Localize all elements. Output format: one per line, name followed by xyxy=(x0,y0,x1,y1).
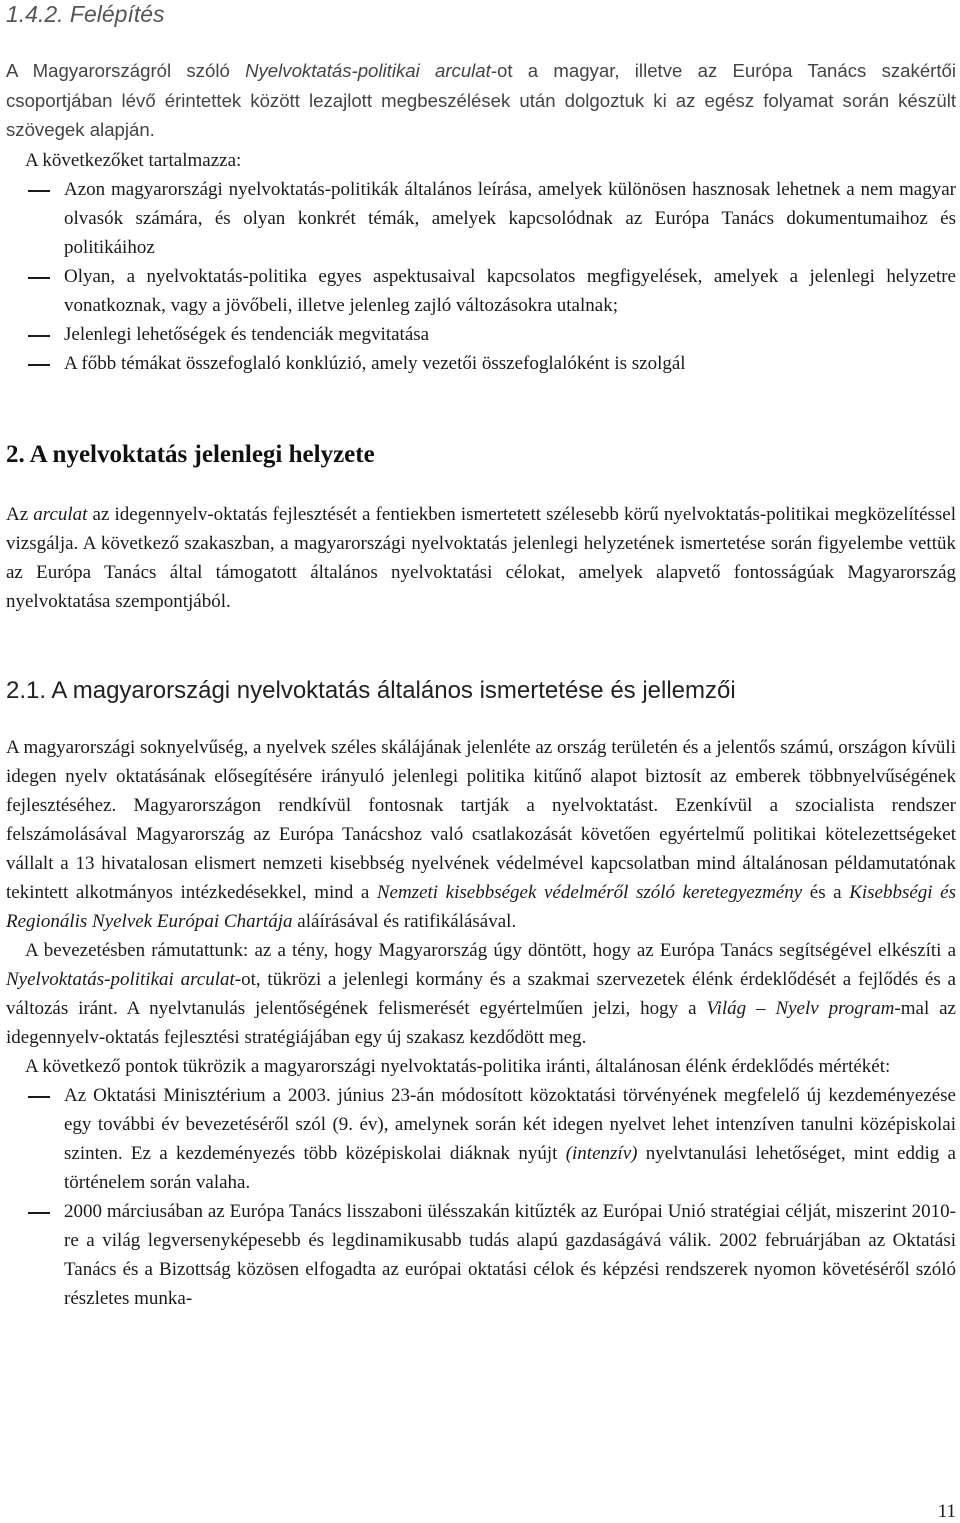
paragraph-introduction-reference: A bevezetésben rámutattunk: az a tény, hogy Magyarország úgy döntött, hogy az Európa Tanács segítségével elkészíti a Nyelvoktatás-politikai arculat-ot, tükrözi a jelenlegi kormány és a szakmai szervezetek élénk érdeklődését a fejlődés és a változás iránt. A nyelvtanulás jelentőségének felismerését egyértelműen jelzi, hogy a Világ – Nyelv program-mal az idegennyelv-oktatás fejlesztési stratégiájában egy új szakasz kezdődött meg. xyxy=(6,940,956,1048)
list-item: A főbb témákat összefoglaló konklúzió, amely vezetői összefoglalóként is szolgál xyxy=(64,353,686,374)
paragraph-intro: A Magyarországról szóló Nyelvoktatás-politikai arculat-ot a magyar, illetve az Európa Tanács szakértői csoportjában lévő érintettek között lezajlott megbeszélések után dolgoztuk ki az egész folyamat során készült szövegek alapján. xyxy=(6,60,956,140)
section-1-4-2-contents xyxy=(6,146,956,378)
section-heading-2-1: 2.1. A magyarországi nyelvoktatás általános ismertetése és jellemzői xyxy=(6,677,736,704)
paragraph-points-lead: A következő pontok tükrözik a magyarországi nyelvoktatás-politika iránti, általánosan élénk érdeklődés mértékét: xyxy=(25,1056,891,1077)
section-2-1-body xyxy=(6,733,956,1313)
paragraph-contents-lead: A következőket tartalmazza: xyxy=(25,150,242,171)
section-heading-2: 2. A nyelvoktatás jelenlegi helyzete xyxy=(6,441,375,468)
section-2-body xyxy=(6,500,956,616)
contents-list xyxy=(6,175,956,378)
list-item: 2000 márciusában az Európa Tanács lisszaboni ülésszakán kitűzték az Európai Unió stratégiai célját, miszerint 2010-re a világ legversenyképesebb és legdinamikusabb tudás alapú gazdaságává válik. 2002 februárjában az Oktatási Tanács és a Bizottság közösen elfogadta az európai oktatási célok és képzési rendszerek nyomon követéséről szóló részletes munka- xyxy=(64,1201,956,1309)
paragraph-section-2: Az arculat az idegennyelv-oktatás fejlesztését a fentiekben ismertetett szélesebb körű nyelvoktatás-politikai megközelítéssel vizsgálja. A következő szakaszban, a magyarországi nyelvoktatás jelenlegi helyzetének ismertetése során figyelembe vettük az Európa Tanács által támogatott általános nyelvoktatási célokat, amelyek alapvető fontosságúak Magyarország nyelvoktatása szempontjából. xyxy=(6,504,957,612)
document-title-italic: Nyelvoktatás-politikai arculat xyxy=(245,60,491,81)
paragraph-multilingualism: A magyarországi soknyelvűség, a nyelvek széles skálájának jelenléte az ország területén és a jelentős számú, országon kívüli idegen nyelv oktatásának elősegítésére irányuló jelenlegi politika kitűnő alapot biztosít az emberek többnyelvűségének fejlesztéséhez. Magyarországon rendkívül fontosnak tartják a nyelvoktatást. Ezenkívül a szocialista rendszer felszámolásával Magyarország az Európa Tanácshoz való csatlakozását követően egyértelmű politikai kötelezettségeket vállalt a 13 hivatalosan elismert nemzeti kisebbség nyelvének védelmével kapcsolatban mind általánosan példamutatónak tekintett alkotmányos intézkedésekkel, mind a Nemzeti kisebbségek védelméről szóló keretegyezmény és a Kisebbségi és Regionális Nyelvek Európai Chartája aláírásával és ratifikálásával. xyxy=(6,737,957,932)
section-1-4-2-body xyxy=(6,56,956,145)
list-item: Jelenlegi lehetőségek és tendenciák megvitatása xyxy=(64,324,430,345)
section-heading-1-4-2: 1.4.2. Felépítés xyxy=(6,1,165,27)
page-number: 11 xyxy=(937,1501,956,1522)
points-list xyxy=(6,1081,956,1313)
list-item: Azon magyarországi nyelvoktatás-politikák általános leírása, amelyek különösen hasznosak lehetnek a nem magyar olvasók számára, és olyan konkrét témák, amelyek kapcsolódnak az Európa Tanács dokumentumaihoz és politikáihoz xyxy=(64,179,956,258)
list-item: Az Oktatási Minisztérium a 2003. június 23-án módosított közoktatási törvényének megfelelő új kezdeményezése egy további év bevezetéséről szól (9. év), amelynek során két idegen nyelvet lehet intenzíven tanulni középiskolai szinten. Ez a kezdeményezés több középiskolai diáknak nyújt (intenzív) nyelvtanulási lehetőséget, mint eddig a történelem során valaha. xyxy=(64,1085,956,1193)
list-item: Olyan, a nyelvoktatás-politika egyes aspektusaival kapcsolatos megfigyelések, amelyek a jelenlegi helyzetre vonatkoznak, vagy a jövőbeli, illetve jelenleg zajló változásokra utalnak; xyxy=(64,266,956,316)
